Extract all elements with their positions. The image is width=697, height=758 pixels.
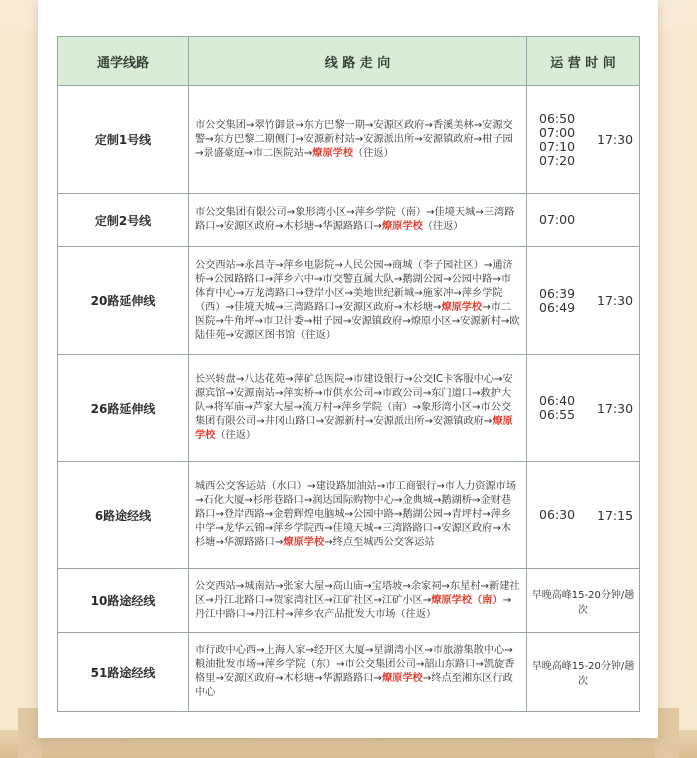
route-table (57, 36, 640, 712)
end-time: 17:30 (597, 132, 634, 147)
start-time: 06:49 (539, 299, 576, 315)
table-row (58, 355, 640, 462)
route-stops: 城西公交客运站（水口）→建设路加油站→市工商银行→市人力资源市场→石化大厦→杉彤巷路口→润达国际购物中心→金典城→鹅湖桥→金财巷路口→登岸西路→金碧辉煌电脑城→公园中路→鹅湖公园→青坪村→萍乡中学→龙华云锦→萍乡学院西→佳境天城→三湾路路口→安源区政府→木杉塘→华源路路口→ (195, 481, 517, 548)
time-wrap (539, 508, 635, 523)
start-times (539, 287, 575, 315)
start-times (539, 213, 575, 227)
operating-time (527, 247, 640, 355)
table-row (58, 247, 640, 355)
route-name: 定制1号线 (58, 86, 189, 194)
school-stop-highlight: 燎原学校 (381, 221, 423, 232)
route-stops: （往返） (353, 147, 394, 159)
operating-time (527, 86, 640, 194)
school-stop-highlight: 燎原学校 (312, 147, 354, 159)
start-times (539, 394, 575, 422)
school-stop-highlight: 燎原学校（南） (431, 594, 503, 606)
end-time: 17:30 (597, 293, 634, 308)
route-name: 20路延伸线 (58, 247, 189, 355)
start-times (539, 508, 575, 522)
time-wrap (539, 213, 635, 227)
route-stops: 公交西站→永昌寺→萍乡电影院→人民公园→商城（李子园社区）→通济桥→公园路路口→萍乡六中→市交警直属大队→鹅湖公园→公园中路→市体育中心→万龙湾路口→登岸小区→美地世纪新城→施家冲→萍乡学院（西）→佳境天城→三湾路路口→安源区政府→木杉塘→ (195, 259, 513, 313)
table-header-row (58, 37, 640, 86)
operating-note: 早晚高峰15-20分钟/趟次 (527, 569, 640, 633)
route-name: 10路途经线 (58, 569, 189, 633)
route-direction (189, 633, 527, 712)
route-stops: 市公交集团→翠竹御景→东方巴黎一期→安源区政府→香溪美林→安源交警→东方巴黎二期侧门→安源新村站→安源派出所→安源镇政府→柑子园→景盛豪庭→市二医院站→ (195, 119, 513, 159)
start-time: 07:00 (539, 212, 576, 227)
operating-time (527, 194, 640, 247)
table-row (58, 569, 640, 633)
route-direction (189, 247, 527, 355)
end-time: 17:30 (597, 400, 634, 416)
start-time: 06:50 (539, 110, 576, 126)
route-stops: →市二医院→牛角坪→市卫计委→柑子园→安源镇政府→燎原小区→安源新村→欧陆佳苑→安源区图书馆（往返） (195, 301, 520, 341)
start-times (539, 112, 575, 168)
start-time: 06:40 (539, 393, 576, 408)
operating-time (527, 355, 640, 462)
table-row (58, 86, 640, 194)
start-time: 06:39 (539, 285, 576, 301)
route-stops: →终点至城西公交客运站 (324, 537, 435, 548)
start-time: 07:00 (539, 124, 576, 140)
route-direction (189, 86, 527, 194)
school-stop-highlight: 燎原学校 (283, 537, 325, 548)
route-name: 26路延伸线 (58, 355, 189, 462)
start-time: 06:55 (539, 407, 576, 422)
start-time: 07:20 (539, 152, 576, 168)
route-stops: 市公交集团有限公司→象形湾小区→萍乡学院（南）→佳境天城→三湾路路口→安源区政府→木杉塘→华源路路口→ (195, 207, 515, 232)
end-time: 17:15 (597, 507, 634, 523)
route-stops: （往返） (215, 430, 257, 441)
table-row (58, 194, 640, 247)
operating-time (527, 462, 640, 569)
table-row (58, 633, 640, 712)
school-stop-highlight: 燎原学校 (381, 673, 423, 684)
time-wrap (539, 287, 635, 315)
route-stops: 长兴转盘→八达花苑→萍矿总医院→市建设银行→公交IC卡客服中心→安源宾馆→安源南站→萍实桥→市供水公司→市政公司→东门道口→救护大队→将军庙→芦家大屋→流万村→萍乡学院（南）→象形湾小区→市公交集团有限公司→井冈山路口→安源新村→安源派出所→安源镇政府→ (195, 374, 513, 427)
school-stop-highlight: 燎原学校 (441, 301, 483, 313)
header-direction: 线 路 走 向 (189, 37, 527, 86)
route-direction (189, 569, 527, 633)
operating-note: 早晚高峰15-20分钟/趟次 (527, 633, 640, 712)
route-stops: 市行政中心西→上海人家→经开区大厦→星湖湾小区→市旅游集散中心→粮油批发市场→萍乡学院（东）→市公交集团公司→韶山东路口→凯旋香格里→安源区政府→木杉塘→华源路路口→ (195, 645, 515, 684)
header-route: 通学线路 (58, 37, 189, 86)
time-wrap (539, 112, 635, 168)
route-stops: 公交西站→城南站→张家大屋→高山庙→宝塔坡→余家祠→东星村→新建社区→丹江北路口→贺家湾社区→江矿社区→江矿小区→ (195, 580, 520, 606)
route-name: 51路途经线 (58, 633, 189, 712)
route-direction (189, 194, 527, 247)
route-stops: （往返） (422, 221, 464, 232)
start-time: 07:10 (539, 138, 576, 154)
school-stop-highlight: 燎原学校 (195, 416, 513, 441)
route-name: 6路途经线 (58, 462, 189, 569)
header-time: 运 营 时 间 (527, 37, 640, 86)
time-wrap (539, 394, 635, 422)
start-time: 06:30 (539, 507, 576, 522)
board-leg-right (655, 708, 679, 758)
route-name: 定制2号线 (58, 194, 189, 247)
table-row (58, 462, 640, 569)
route-stops: →终点至湘东区行政中心 (195, 673, 513, 698)
route-direction (189, 462, 527, 569)
route-stops: →丹江中路口→丹江村→萍乡农产品批发大市场（往返） (195, 594, 512, 620)
route-direction (189, 355, 527, 462)
